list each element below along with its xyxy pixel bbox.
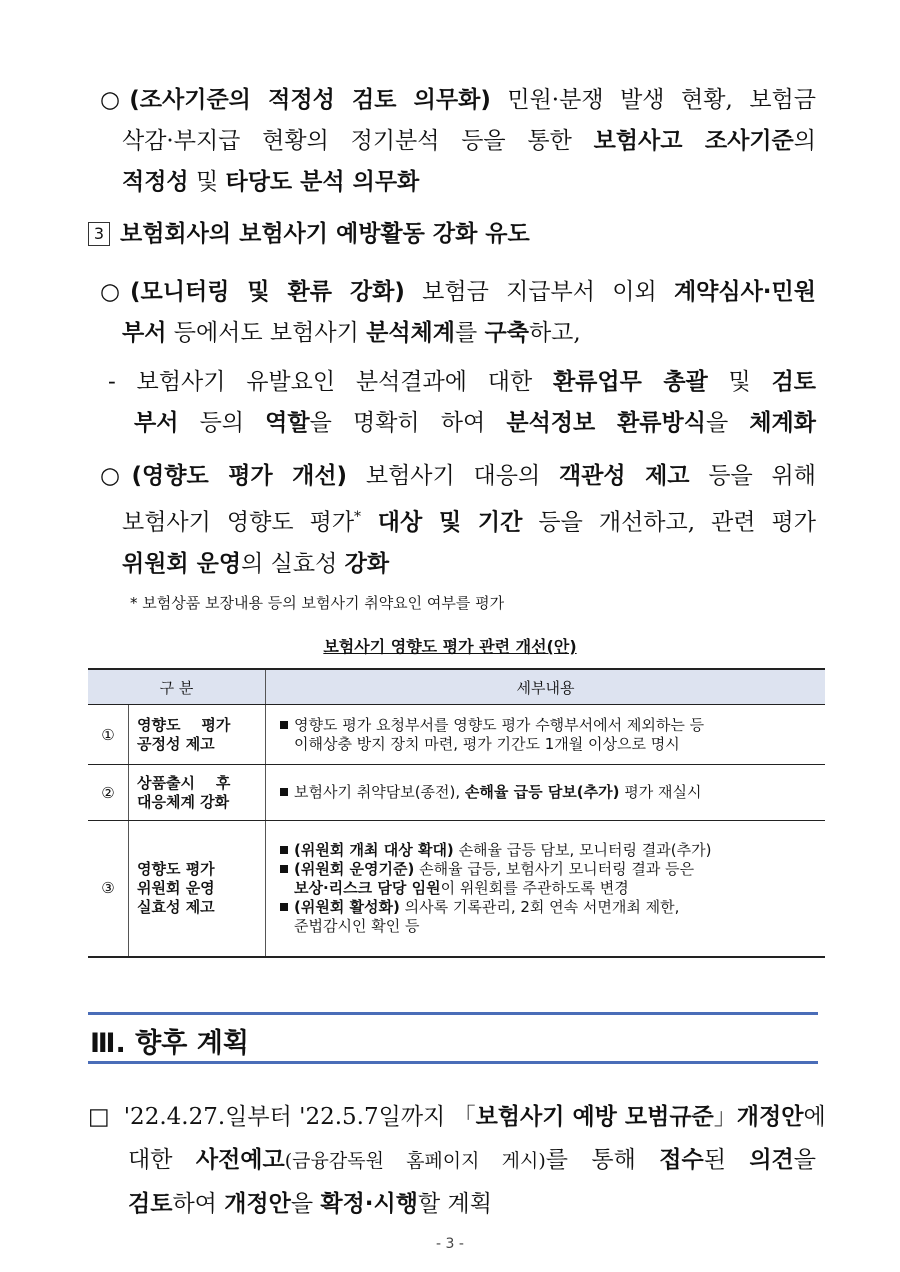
text: 및 xyxy=(707,369,772,395)
detail-text: 이 위원회를 주관하도록 변경 xyxy=(440,878,629,897)
section-heading-3 xyxy=(88,214,818,255)
bold-text: 계약심사·민원 xyxy=(673,279,816,305)
page-number: - 3 - xyxy=(436,1236,464,1252)
section-number-box: 3 xyxy=(88,222,110,246)
text: 대한 xyxy=(128,1147,196,1173)
detail-bold: (위원회 운영기준) xyxy=(294,859,415,878)
table-row xyxy=(88,765,825,821)
bold-text: 개정안 xyxy=(224,1191,291,1217)
bold-text: 타당도 분석 의무화 xyxy=(225,169,420,195)
text: 삭감·부지급 현황의 정기분석 등을 통한 xyxy=(122,128,594,154)
text: 할 계획 xyxy=(417,1191,492,1217)
text: - 보험사기 유발요인 분석결과에 대한 xyxy=(108,369,553,395)
detail-item xyxy=(280,783,815,802)
text: 을 xyxy=(705,410,750,436)
bold-text: 위원회 운영 xyxy=(122,550,242,577)
circle-bullet: ○ xyxy=(100,87,130,113)
detail-item xyxy=(280,860,815,879)
para1-line1 xyxy=(100,80,816,121)
para4-line1 xyxy=(100,456,816,497)
paragraph-plan xyxy=(88,1096,826,1226)
detail-text: 이해상충 방지 장치 마련, 평가 기간도 1개월 이상으로 명시 xyxy=(294,734,680,753)
header-details: 세부내용 xyxy=(266,669,826,705)
bold-text: 사전예고 xyxy=(195,1147,285,1173)
para3-line2 xyxy=(108,403,816,444)
text: 」 xyxy=(713,1104,737,1130)
para1-line2 xyxy=(100,121,816,162)
row-details xyxy=(266,821,826,957)
square-bullet-icon xyxy=(280,865,288,873)
bold-text: 검토 xyxy=(128,1191,173,1217)
text: 보험사기 대응의 xyxy=(347,463,559,489)
table-row xyxy=(88,821,825,957)
para4-line3 xyxy=(100,544,816,585)
detail-bold: (위원회 활성화) xyxy=(294,897,400,916)
row-details xyxy=(266,705,826,765)
text: 된 xyxy=(703,1147,750,1173)
bold-text: 역할 xyxy=(265,410,310,436)
bold-text: 객관성 제고 xyxy=(558,463,690,489)
detail-text: 보험사기 취약담보(종전), xyxy=(294,783,465,801)
square-bullet-icon xyxy=(280,721,288,729)
text: 에 xyxy=(803,1104,826,1130)
text: 의 실효성 xyxy=(241,550,345,577)
square-bullet-icon xyxy=(280,903,288,911)
row-category xyxy=(129,705,266,765)
text: 등을 개선하고, 관련 평가 xyxy=(522,509,816,536)
para1-line3 xyxy=(100,162,816,203)
text: 를 통해 xyxy=(545,1147,660,1173)
row-number: ② xyxy=(88,765,129,821)
square-bullet-icon xyxy=(280,846,288,854)
text: 하여 xyxy=(172,1191,225,1217)
paragraph-monitoring xyxy=(100,272,816,354)
para2-line2 xyxy=(100,313,816,354)
detail-text: 준법감시인 확인 등 xyxy=(294,916,420,935)
bold-heading: (영향도 평가 개선) xyxy=(131,463,348,489)
text: 민원·분쟁 발생 현황, 보험금 xyxy=(490,87,816,113)
bold-text: 부서 xyxy=(134,410,179,436)
category-line: 영향도 평가 xyxy=(137,715,231,734)
category-line: 실효성 제고 xyxy=(137,897,215,916)
text: 등에서도 보험사기 xyxy=(166,320,367,346)
section-title: 보험회사의 보험사기 예방활동 강화 유도 xyxy=(120,221,530,247)
bold-text: 검토 xyxy=(771,369,816,395)
detail-bold: 손해율 급등 담보(추가) xyxy=(464,783,620,801)
bold-text: 대상 및 기간 xyxy=(361,509,523,536)
paragraph-survey-standards xyxy=(100,80,816,203)
category-line: 위원회 운영 xyxy=(137,878,215,897)
detail-item xyxy=(280,841,815,860)
bold-text: 적정성 xyxy=(122,169,189,195)
paragraph-feedback xyxy=(108,362,816,444)
bold-text: 부서 xyxy=(122,320,167,346)
bold-text: 보험사고 조사기준 xyxy=(593,128,794,154)
para4-line2 xyxy=(100,497,816,544)
row-details xyxy=(266,765,826,821)
circle-bullet: ○ xyxy=(100,463,132,489)
circle-bullet: ○ xyxy=(100,279,131,305)
bold-text: 환류업무 총괄 xyxy=(552,369,708,395)
footnote: * 보험상품 보장내용 등의 보험사기 취약요인 여부를 평가 xyxy=(130,594,505,612)
section-iii-banner xyxy=(88,1012,818,1064)
bold-heading: (조사기준의 적정성 검토 의무화) xyxy=(129,87,491,113)
text: (금융감독원 홈페이지 게시) xyxy=(284,1150,546,1172)
category-line: 영향도 평가 xyxy=(137,859,215,878)
bold-text: 체계화 xyxy=(749,410,816,436)
text: 를 xyxy=(455,320,485,346)
improvement-table xyxy=(88,668,825,958)
bold-text: 개정안 xyxy=(736,1104,804,1130)
bold-heading: (모니터링 및 환류 강화) xyxy=(130,279,405,305)
text: 및 xyxy=(188,169,226,195)
bold-text: 확정·시행 xyxy=(320,1191,418,1217)
detail-text: 의사록 기록관리, 2회 연속 서면개최 제한, xyxy=(399,897,680,916)
bold-text: 분석체계 xyxy=(366,320,455,346)
table-row xyxy=(88,705,825,765)
row-category xyxy=(129,765,266,821)
bold-text: 보험사기 예방 모범규준 xyxy=(475,1104,714,1130)
plan-line2 xyxy=(88,1139,816,1183)
text: 하고, xyxy=(528,320,581,346)
para3-line1 xyxy=(108,362,816,403)
paragraph-impact-evaluation xyxy=(100,456,816,585)
text: 등의 xyxy=(178,410,266,436)
text: 의 xyxy=(793,128,816,154)
bold-text: 접수 xyxy=(659,1147,704,1173)
row-number: ③ xyxy=(88,821,129,957)
footnote-marker: * xyxy=(354,509,362,525)
row-number: ① xyxy=(88,705,129,765)
category-line: 대응체계 강화 xyxy=(137,792,230,811)
bold-text: 강화 xyxy=(344,550,390,577)
detail-continuation xyxy=(280,879,815,898)
detail-bold: 보상·리스크 담당 임원 xyxy=(294,878,441,897)
section-iii-title: Ⅲ. 향후 계획 xyxy=(90,1028,249,1059)
category-line: 공정성 제고 xyxy=(137,734,215,753)
detail-bold: (위원회 개최 대상 확대) xyxy=(294,840,454,859)
category-line: 상품출시 후 xyxy=(137,773,231,792)
table-caption: 보험사기 영향도 평가 관련 개선(안) xyxy=(323,637,577,656)
detail-text: 손해율 급등 담보, 모니터링 결과(추가) xyxy=(453,840,712,859)
bold-text: 구축 xyxy=(484,320,529,346)
detail-item xyxy=(280,716,815,735)
text: 보험사기 영향도 평가 xyxy=(122,509,355,536)
header-category: 구 분 xyxy=(88,669,266,705)
bold-text: 분석정보 환류방식 xyxy=(506,410,706,436)
detail-text: 손해율 급등, 보험사기 모니터링 결과 등은 xyxy=(414,859,695,878)
text: 을 xyxy=(793,1147,816,1173)
text: 보험금 지급부서 이외 xyxy=(404,279,674,305)
text: 등을 위해 xyxy=(689,463,816,489)
square-bullet: □ xyxy=(88,1104,110,1130)
detail-text: 영향도 평가 요청부서를 영향도 평가 수행부서에서 제외하는 등 xyxy=(294,715,705,734)
plan-line3 xyxy=(88,1183,816,1226)
detail-item xyxy=(280,898,815,917)
text: 을 명확히 하여 xyxy=(309,410,507,436)
plan-line1 xyxy=(88,1096,826,1139)
para2-line1 xyxy=(100,272,816,313)
text: '22.4.27.일부터 '22.5.7일까지 「 xyxy=(123,1104,476,1130)
square-bullet-icon xyxy=(280,788,288,796)
detail-text: 평가 재실시 xyxy=(619,783,702,801)
text: 을 xyxy=(290,1191,321,1217)
bold-text: 의견 xyxy=(749,1147,794,1173)
row-category xyxy=(129,821,266,957)
